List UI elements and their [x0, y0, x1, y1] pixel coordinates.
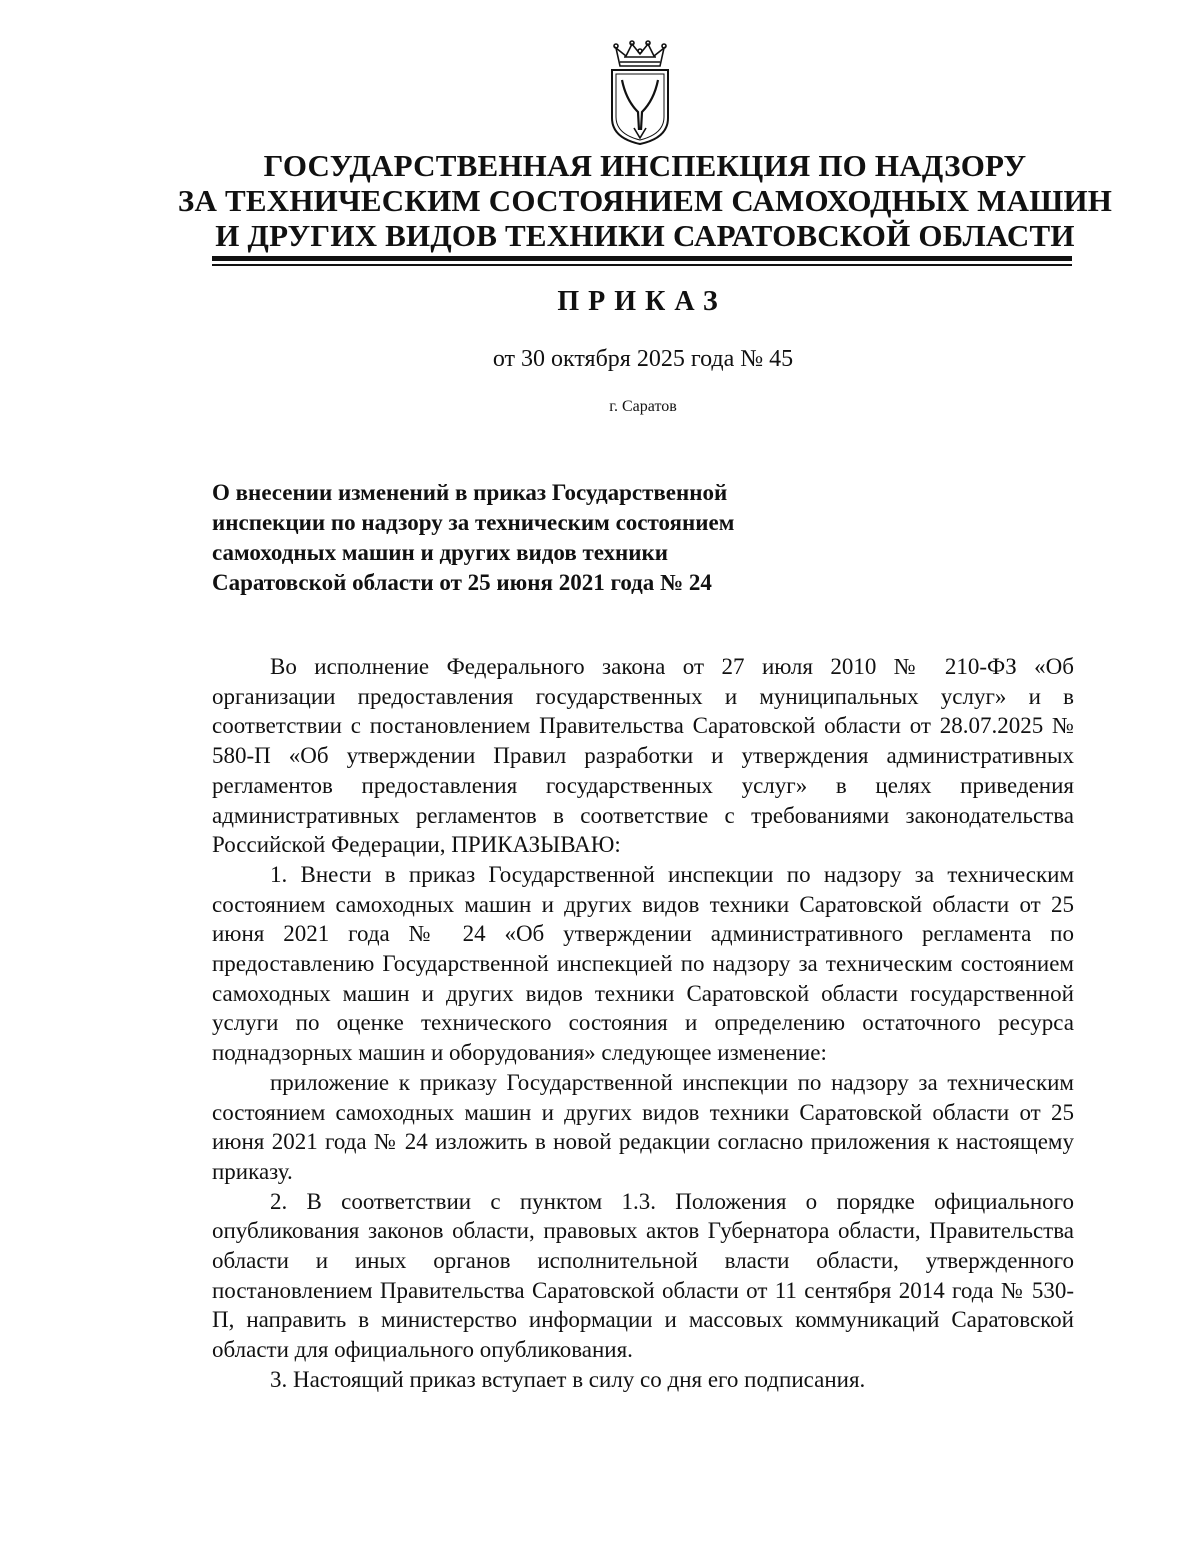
order-body — [212, 652, 1074, 1395]
organization-header — [150, 148, 1140, 253]
order-title: ПРИКАЗ — [557, 286, 727, 317]
header-line: ЗА ТЕХНИЧЕСКИМ СОСТОЯНИЕМ САМОХОДНЫХ МАШИН — [177, 183, 1113, 218]
subject-line: самоходных машин и других видов техники — [212, 540, 669, 565]
body-paragraph: 2. В соответствии с пунктом 1.3. Положения о порядке официального опубликования законов области, правовых актов Губернатора области, Правительства области и иных органов исполнительной власти области, утвержденного постановлением Правительства Саратовской области от 11 сентября 2014 года № 530-П, направить в министерство информации и массовых коммуникаций Саратовской области для официального опубликования. — [212, 1188, 1074, 1363]
subject-line: инспекции по надзору за техническим состоянием — [212, 510, 735, 535]
header-divider-thin — [212, 264, 1072, 266]
header-divider-thick — [212, 256, 1072, 261]
order-subject — [212, 478, 812, 598]
order-date: от 30 октября 2025 года № 45 — [492, 346, 794, 372]
body-paragraph: приложение к приказу Государственной инспекции по надзору за техническим состоянием самоходных машин и других видов техники Саратовской области от 25 июня 2021 года № 24 изложить в новой редакции согласно приложения к настоящему приказу. — [212, 1069, 1074, 1184]
body-paragraph: 1. Внести в приказ Государственной инспекции по надзору за техническим состоянием самоходных машин и других видов техники Саратовской области от 25 июня 2021 года № 24 «Об утверждении административного регламента по предоставлению Государственной инспекцией по надзору за техническим состоянием самоходных машин и других видов техники Саратовской области государственной услуги по оценке технического состояния и определению остаточного ресурса поднадзорных машин и оборудования» следующее изменение: — [212, 861, 1074, 1066]
body-paragraph: Во исполнение Федерального закона от 27 июля 2010 № 210-ФЗ «Об организации предоставления государственных и муниципальных услуг» и в соответствии с постановлением Правительства Саратовской области от 28.07.2025 № 580-П «Об утверждении Правил разработки и утверждения административных регламентов предоставления государственных услуг» в целях приведения административных регламентов в соответствие с требованиями законодательства Российской Федерации, ПРИКАЗЫВАЮ: — [212, 654, 1074, 858]
order-city: г. Саратов — [609, 398, 677, 415]
body-paragraph: 3. Настоящий приказ вступает в силу со дня его подписания. — [270, 1366, 866, 1392]
saratov-coat-of-arms-icon — [604, 40, 676, 146]
header-line: И ДРУГИХ ВИДОВ ТЕХНИКИ САРАТОВСКОЙ ОБЛАСТИ — [215, 218, 1075, 253]
header-line: ГОСУДАРСТВЕННАЯ ИНСПЕКЦИЯ ПО НАДЗОРУ — [263, 148, 1027, 183]
subject-line: Саратовской области от 25 июня 2021 года № 24 — [212, 570, 712, 595]
subject-line: О внесении изменений в приказ Государственной — [212, 480, 728, 505]
